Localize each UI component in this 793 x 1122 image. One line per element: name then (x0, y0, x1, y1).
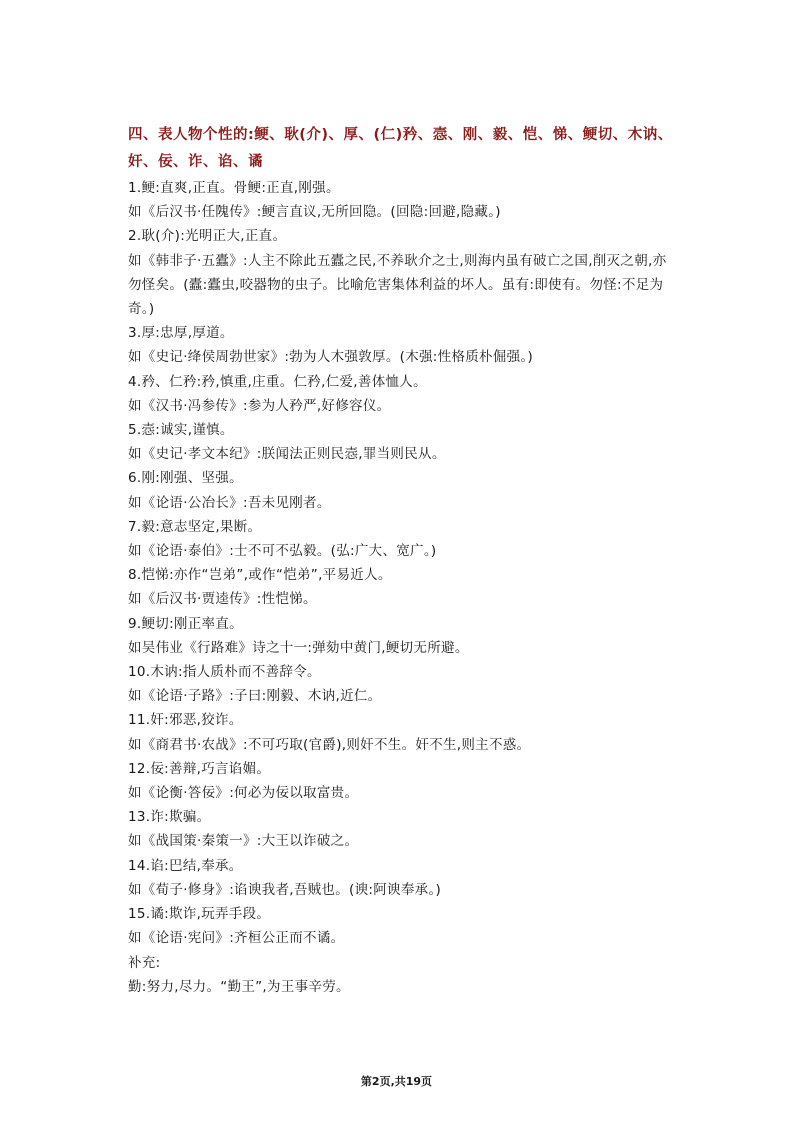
text-line: 补充: (128, 954, 161, 971)
text-line: 如《后汉书·任隗传》:鲠言直议,无所回隐。(回隐:回避,隐藏。) (128, 204, 501, 221)
text-line: 3.厚:忠厚,厚道。 (128, 325, 234, 342)
entry-list (128, 176, 676, 999)
text-line: 如《史记·孝文本纪》:朕闻法正则民悫,罪当则民从。 (128, 446, 446, 463)
text-line: 如《论语·泰伯》:士不可不弘毅。(弘:广大、宽广。) (128, 543, 437, 560)
text-line: 10.木讷:指人质朴而不善辞令。 (128, 664, 321, 681)
text-line: 如《后汉书·贾逵传》:性恺悌。 (128, 591, 317, 608)
text-line: 如《商君书·农战》:不可巧取(官爵),则奸不生。奸不生,则主不惑。 (128, 736, 531, 753)
page-number: 第2页,共19页 (360, 1075, 433, 1088)
text-line: 12.佞:善辩,巧言谄媚。 (128, 760, 271, 777)
text-line: 9.鲠切:刚正率直。 (128, 615, 243, 632)
text-line: 如《战国策·秦策一》:大王以诈破之。 (128, 833, 359, 850)
document-body (128, 122, 676, 999)
text-line: 6.刚:刚强、坚强。 (128, 470, 243, 487)
text-line: 如《论语·宪问》:齐桓公正而不谲。 (128, 930, 345, 947)
text-line: 7.毅:意志坚定,果断。 (128, 518, 262, 535)
text-line: 如吴伟业《行路难》诗之十一:弹劾中黄门,鲠切无所避。 (128, 639, 469, 656)
text-line: 13.诈:欺骗。 (128, 809, 211, 826)
text-line: 2.耿(介):光明正大,正直。 (128, 228, 287, 245)
text-line: 14.谄:巴结,奉承。 (128, 857, 243, 874)
text-line: 如《论语·子路》:子曰:刚毅、木讷,近仁。 (128, 688, 382, 705)
text-line: 如《汉书·冯参传》:参为人矜严,好修容仪。 (128, 397, 391, 414)
text-line: 1.鲠:直爽,正直。骨鲠:正直,刚强。 (128, 180, 340, 196)
section-heading: 四、表人物个性的:鲠、耿(介)、厚、(仁)矜、悫、刚、毅、恺、悌、鲠切、木讷、奸、佞、诈、谄、谲 (128, 127, 673, 170)
text-line: 8.恺悌:亦作“岂弟”,或作“恺弟”,平易近人。 (128, 567, 392, 584)
text-line: 5.悫:诚实,谨慎。 (128, 422, 234, 439)
text-line: 11.奸:邪恶,狡诈。 (128, 712, 243, 729)
text-line: 如《论语·公冶长》:吾未见刚者。 (128, 494, 331, 511)
text-line: 如《史记·绛侯周勃世家》:勃为人木强敦厚。(木强:性格质朴倔强。) (128, 349, 534, 366)
text-line: 如《论衡·答佞》:何必为佞以取富贵。 (128, 785, 359, 802)
text-line: 如《韩非子·五蠹》:人主不除此五蠹之民,不养耿介之士,则海内虽有破亡之国,削灭之朝,亦勿怪矣。(蠹:蠹虫,咬器物的虫子。比喻危害集体利益的坏人。虽有:即使有。勿怪:不足为奇。) (128, 252, 667, 318)
text-line: 4.矜、仁矜:矜,慎重,庄重。仁矜,仁爱,善体恤人。 (128, 373, 427, 390)
text-line: 勤:努力,尽力。“勤王”,为王事辛劳。 (128, 978, 350, 995)
text-line: 如《荀子·修身》:谄谀我者,吾贼也。(谀:阿谀奉承。) (128, 881, 442, 898)
text-line: 15.谲:欺诈,玩弄手段。 (128, 906, 271, 923)
